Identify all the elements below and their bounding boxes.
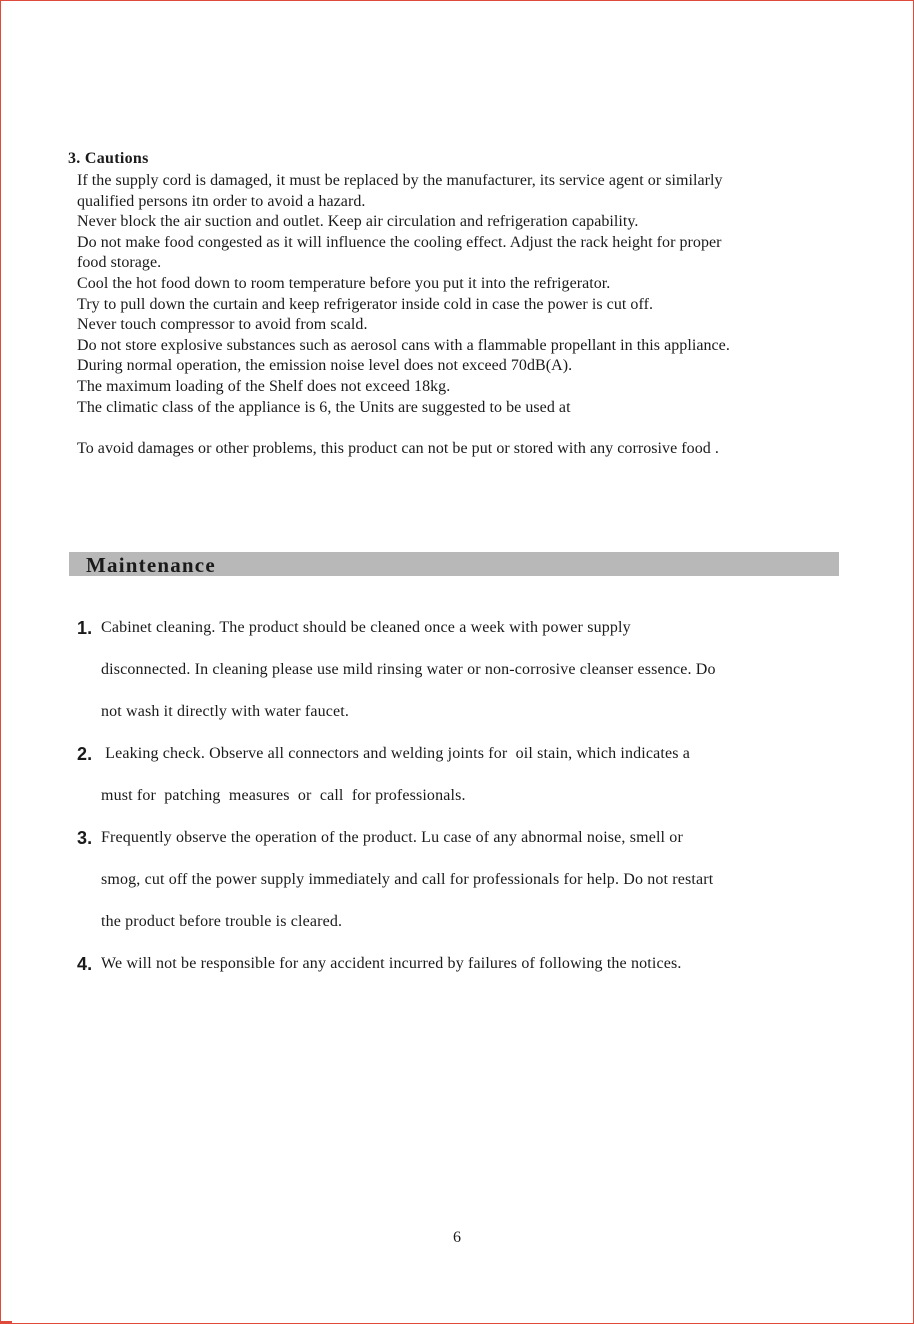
item-line: must for patching measures or call for professionals.	[101, 787, 466, 804]
maintenance-item	[77, 733, 857, 817]
maintenance-title: Maintenance	[86, 553, 216, 577]
caution-line: food storage.	[77, 254, 162, 272]
item-line: not wash it directly with water faucet.	[101, 703, 349, 720]
caution-line: Do not store explosive substances such as aerosol cans with a flammable propellant in this appliance.	[77, 336, 730, 354]
item-line: the product before trouble is cleared.	[101, 913, 343, 930]
item-line: Cabinet cleaning. The product should be cleaned once a week with power supply	[101, 619, 631, 636]
caution-line: Do not make food congested as it will influence the cooling effect. Adjust the rack height for proper	[77, 233, 722, 251]
page-number: 6	[453, 1229, 461, 1246]
caution-line: If the supply cord is damaged, it must be replaced by the manufacturer, its service agent or similarly	[77, 172, 723, 189]
caution-line: Cool the hot food down to room temperature before you put it into the refrigerator.	[77, 274, 611, 292]
caution-line: The climatic class of the appliance is 6, the Units are suggested to be used at	[77, 398, 571, 416]
caution-line: Never block the air suction and outlet. Keep air circulation and refrigeration capability.	[77, 213, 639, 231]
item-line: disconnected. In cleaning please use mild rinsing water or non-corrosive cleanser essence. Do	[101, 661, 716, 678]
maintenance-item	[77, 607, 857, 733]
caution-line: qualified persons itn order to avoid a hazard.	[77, 192, 366, 210]
item-line: smog, cut off the power supply immediately and call for professionals for help. Do not restart	[101, 871, 714, 888]
caution-line: Try to pull down the curtain and keep refrigerator inside cold in case the power is cut off.	[77, 295, 653, 313]
caution-blank-line	[77, 418, 868, 439]
item-number: 3.	[77, 828, 93, 848]
item-number: 2.	[77, 744, 93, 764]
item-number: 4.	[77, 954, 93, 974]
cautions-heading: 3. Cautions	[68, 150, 149, 167]
cautions-section	[68, 148, 868, 459]
maintenance-item	[77, 943, 857, 985]
item-line: Leaking check. Observe all connectors and welding joints for oil stain, which indicates a	[101, 745, 691, 762]
maintenance-item	[77, 817, 857, 943]
caution-line: During normal operation, the emission noise level does not exceed 70dB(A).	[77, 357, 573, 375]
cautions-body	[77, 171, 868, 459]
item-line: We will not be responsible for any accident incurred by failures of following the notices.	[101, 955, 682, 972]
maintenance-header-bar	[69, 552, 839, 576]
caution-line: The maximum loading of the Shelf does not exceed 18kg.	[77, 377, 451, 395]
caution-line: To avoid damages or other problems, this product can not be put or stored with any corrosive food .	[77, 439, 719, 457]
maintenance-list	[77, 607, 857, 985]
caution-line: Never touch compressor to avoid from scald.	[77, 316, 368, 334]
item-line: Frequently observe the operation of the product. Lu case of any abnormal noise, smell or	[101, 829, 683, 846]
item-number: 1.	[77, 618, 93, 638]
